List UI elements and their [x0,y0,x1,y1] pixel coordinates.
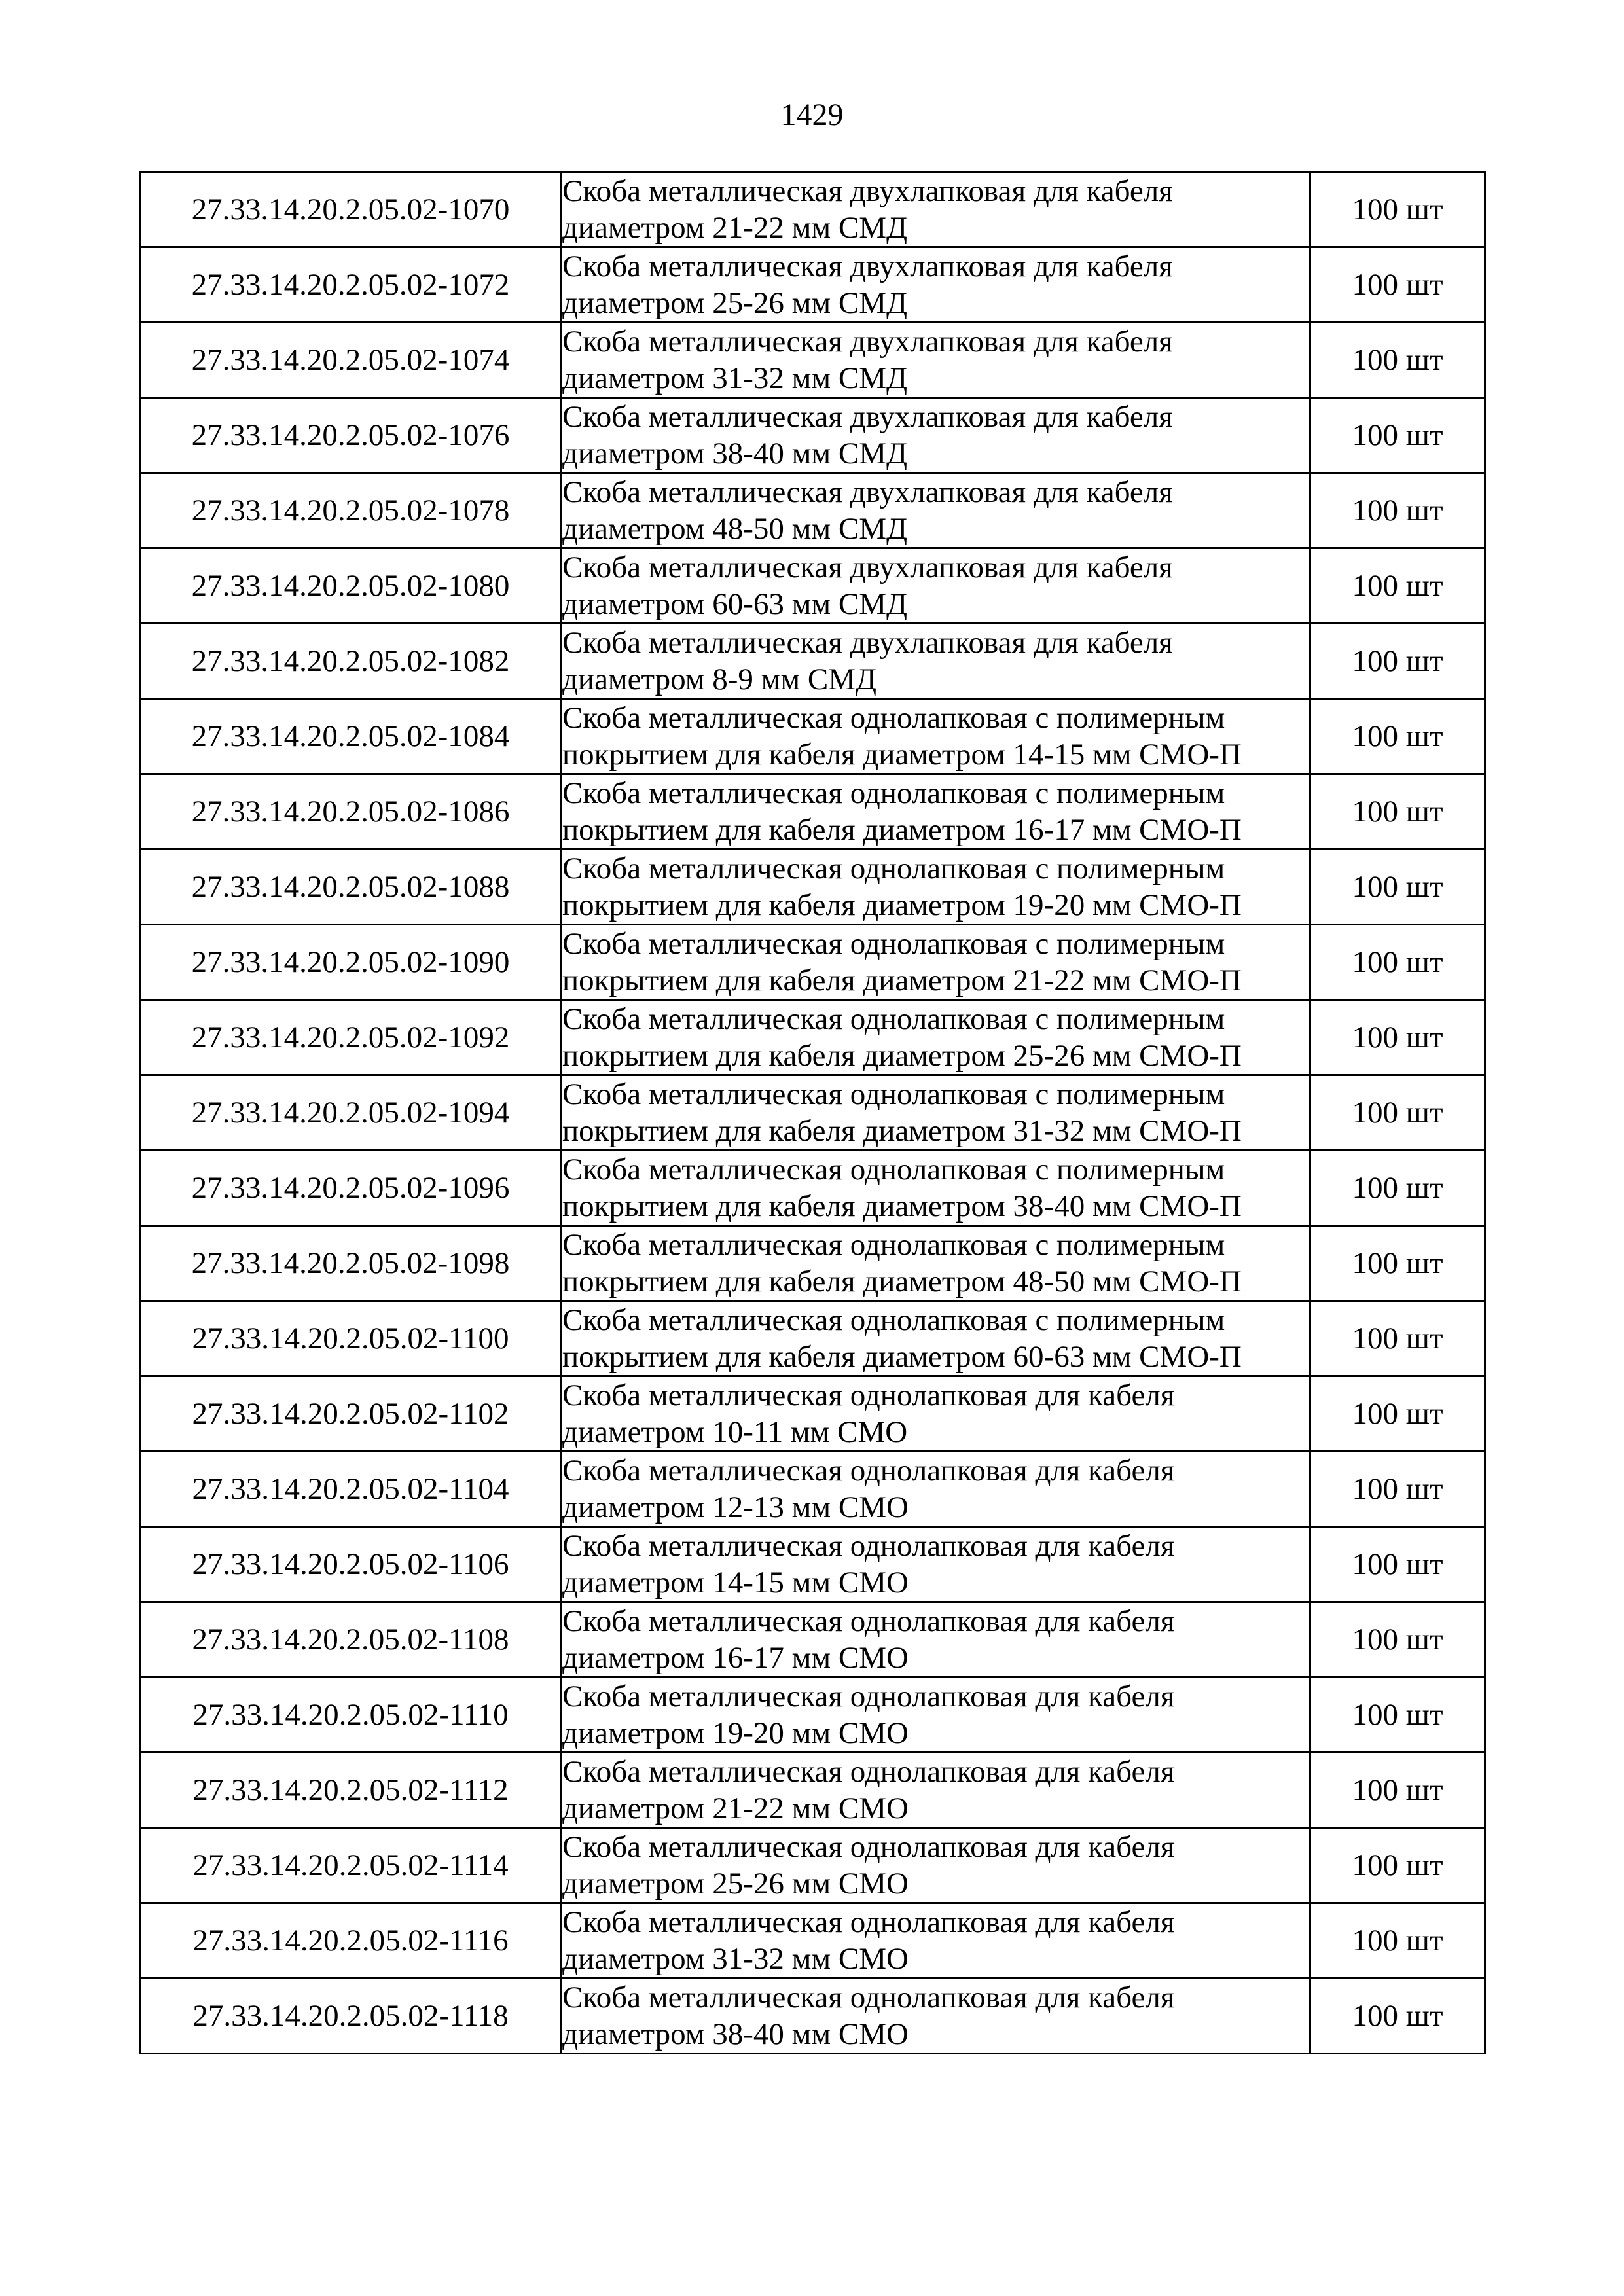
item-name-line-2: диаметром 38-40 мм СМО [562,2017,909,2051]
item-name-line-1: Скоба металлическая двухлапковая для кабеля [562,174,1173,208]
item-code: 27.33.14.20.2.05.02-1118 [140,1979,562,2054]
item-code: 27.33.14.20.2.05.02-1114 [140,1828,562,1903]
table-row [140,1452,1485,1527]
item-code: 27.33.14.20.2.05.02-1112 [140,1753,562,1828]
item-name-line-1: Скоба металлическая двухлапковая для кабеля [562,400,1173,434]
item-name-line-2: диаметром 21-22 мм СМО [562,1791,909,1825]
item-name [562,1301,1310,1376]
item-name-line-2: покрытием для кабеля диаметром 60-63 мм СМО-П [562,1340,1242,1374]
item-code: 27.33.14.20.2.05.02-1080 [140,548,562,624]
item-unit: 100 шт [1310,473,1485,548]
item-code: 27.33.14.20.2.05.02-1110 [140,1677,562,1753]
item-name-line-2: диаметром 25-26 мм СМД [562,286,908,320]
item-name [562,1151,1310,1226]
item-name-line-1: Скоба металлическая однолапковая с полимерным [562,1002,1225,1036]
item-name [562,774,1310,850]
item-code: 27.33.14.20.2.05.02-1092 [140,1000,562,1075]
item-name [562,699,1310,774]
item-unit: 100 шт [1310,1075,1485,1151]
table-row [140,925,1485,1000]
items-table-body [140,172,1485,2054]
item-name-line-2: покрытием для кабеля диаметром 31-32 мм СМО-П [562,1114,1242,1148]
item-name-line-1: Скоба металлическая двухлапковая для кабеля [562,626,1173,660]
item-code: 27.33.14.20.2.05.02-1116 [140,1903,562,1979]
item-code: 27.33.14.20.2.05.02-1100 [140,1301,562,1376]
item-unit: 100 шт [1310,624,1485,699]
item-name-line-1: Скоба металлическая однолапковая с полимерным [562,1228,1225,1262]
item-name-line-1: Скоба металлическая двухлапковая для кабеля [562,325,1173,359]
item-code: 27.33.14.20.2.05.02-1104 [140,1452,562,1527]
table-row [140,1376,1485,1452]
item-unit: 100 шт [1310,1979,1485,2054]
item-name [562,548,1310,624]
table-row [140,473,1485,548]
item-name-line-2: покрытием для кабеля диаметром 25-26 мм СМО-П [562,1039,1242,1073]
item-name-line-2: покрытием для кабеля диаметром 14-15 мм СМО-П [562,738,1242,772]
table-row [140,1000,1485,1075]
table-row [140,1677,1485,1753]
item-code: 27.33.14.20.2.05.02-1082 [140,624,562,699]
item-name-line-1: Скоба металлическая однолапковая с полимерным [562,1153,1225,1187]
item-name-line-2: покрытием для кабеля диаметром 21-22 мм СМО-П [562,963,1242,997]
item-unit: 100 шт [1310,1903,1485,1979]
table-row [140,1903,1485,1979]
item-name-line-2: диаметром 38-40 мм СМД [562,437,908,471]
item-unit: 100 шт [1310,850,1485,925]
item-unit: 100 шт [1310,925,1485,1000]
item-code: 27.33.14.20.2.05.02-1086 [140,774,562,850]
item-code: 27.33.14.20.2.05.02-1102 [140,1376,562,1452]
item-name [562,1452,1310,1527]
item-name [562,1903,1310,1979]
item-code: 27.33.14.20.2.05.02-1088 [140,850,562,925]
item-unit: 100 шт [1310,1452,1485,1527]
item-unit: 100 шт [1310,1000,1485,1075]
item-name-line-2: диаметром 16-17 мм СМО [562,1641,909,1675]
item-name [562,1828,1310,1903]
item-code: 27.33.14.20.2.05.02-1108 [140,1602,562,1677]
table-row [140,1151,1485,1226]
item-name [562,1602,1310,1677]
item-code: 27.33.14.20.2.05.02-1094 [140,1075,562,1151]
items-table [139,171,1486,2054]
item-name [562,1527,1310,1602]
item-name [562,172,1310,247]
item-code: 27.33.14.20.2.05.02-1072 [140,247,562,323]
item-name [562,1226,1310,1301]
item-name [562,624,1310,699]
item-name-line-2: покрытием для кабеля диаметром 16-17 мм СМО-П [562,813,1242,847]
item-unit: 100 шт [1310,1753,1485,1828]
table-row [140,247,1485,323]
item-name-line-2: диаметром 8-9 мм СМД [562,662,877,696]
table-row [140,774,1485,850]
item-name-line-1: Скоба металлическая двухлапковая для кабеля [562,249,1173,283]
item-name-line-2: диаметром 31-32 мм СМД [562,361,908,395]
item-unit: 100 шт [1310,1151,1485,1226]
item-name [562,1000,1310,1075]
item-name-line-2: диаметром 10-11 мм СМО [562,1415,908,1449]
item-name-line-2: диаметром 25-26 мм СМО [562,1867,909,1901]
item-unit: 100 шт [1310,1677,1485,1753]
table-row [140,1075,1485,1151]
table-row [140,1527,1485,1602]
item-code: 27.33.14.20.2.05.02-1070 [140,172,562,247]
item-code: 27.33.14.20.2.05.02-1090 [140,925,562,1000]
item-name-line-1: Скоба металлическая однолапковая для кабеля [562,1905,1175,1939]
item-name-line-1: Скоба металлическая однолапковая для кабеля [562,1604,1175,1638]
item-unit: 100 шт [1310,1301,1485,1376]
table-row [140,624,1485,699]
item-name [562,1979,1310,2054]
item-code: 27.33.14.20.2.05.02-1098 [140,1226,562,1301]
item-name-line-1: Скоба металлическая однолапковая для кабеля [562,1981,1175,2015]
table-row [140,850,1485,925]
page-number: 1429 [780,98,844,132]
item-unit: 100 шт [1310,1828,1485,1903]
item-name [562,247,1310,323]
item-name-line-2: диаметром 14-15 мм СМО [562,1566,909,1600]
item-code: 27.33.14.20.2.05.02-1106 [140,1527,562,1602]
item-name-line-1: Скоба металлическая однолапковая для кабеля [562,1755,1175,1789]
item-code: 27.33.14.20.2.05.02-1076 [140,398,562,473]
item-name-line-1: Скоба металлическая однолапковая для кабеля [562,1830,1175,1864]
item-name-line-1: Скоба металлическая однолапковая с полимерным [562,1077,1225,1111]
item-unit: 100 шт [1310,1376,1485,1452]
item-name-line-1: Скоба металлическая однолапковая для кабеля [562,1679,1175,1713]
item-name-line-2: диаметром 48-50 мм СМД [562,512,908,546]
item-code: 27.33.14.20.2.05.02-1096 [140,1151,562,1226]
item-name-line-1: Скоба металлическая однолапковая с полимерным [562,776,1225,810]
item-code: 27.33.14.20.2.05.02-1084 [140,699,562,774]
table-row [140,323,1485,398]
item-name-line-1: Скоба металлическая однолапковая с полимерным [562,701,1225,735]
item-name-line-2: покрытием для кабеля диаметром 48-50 мм СМО-П [562,1265,1242,1299]
item-name-line-2: диаметром 12-13 мм СМО [562,1490,909,1524]
item-unit: 100 шт [1310,1226,1485,1301]
item-name-line-2: покрытием для кабеля диаметром 19-20 мм СМО-П [562,888,1242,922]
item-name-line-1: Скоба металлическая однолапковая для кабеля [562,1529,1175,1563]
item-name [562,1753,1310,1828]
table-row [140,1602,1485,1677]
item-name-line-1: Скоба металлическая однолапковая для кабеля [562,1378,1175,1412]
item-code: 27.33.14.20.2.05.02-1074 [140,323,562,398]
item-name-line-2: диаметром 21-22 мм СМД [562,211,908,245]
item-unit: 100 шт [1310,1527,1485,1602]
item-name [562,925,1310,1000]
item-name [562,398,1310,473]
item-name [562,1075,1310,1151]
table-row [140,172,1485,247]
table-row [140,1753,1485,1828]
table-row [140,1301,1485,1376]
item-name [562,323,1310,398]
item-name-line-1: Скоба металлическая однолапковая с полимерным [562,1303,1225,1337]
item-name-line-2: диаметром 31-32 мм СМО [562,1942,909,1976]
item-unit: 100 шт [1310,247,1485,323]
item-name [562,473,1310,548]
item-name [562,1677,1310,1753]
item-code: 27.33.14.20.2.05.02-1078 [140,473,562,548]
item-unit: 100 шт [1310,323,1485,398]
item-unit: 100 шт [1310,548,1485,624]
item-unit: 100 шт [1310,172,1485,247]
item-name-line-1: Скоба металлическая однолапковая с полимерным [562,852,1225,886]
item-unit: 100 шт [1310,398,1485,473]
item-name-line-1: Скоба металлическая однолапковая с полимерным [562,927,1225,961]
item-unit: 100 шт [1310,699,1485,774]
item-name-line-1: Скоба металлическая однолапковая для кабеля [562,1454,1175,1488]
item-name-line-2: диаметром 19-20 мм СМО [562,1716,909,1750]
table-row [140,1226,1485,1301]
item-unit: 100 шт [1310,774,1485,850]
item-name-line-1: Скоба металлическая двухлапковая для кабеля [562,550,1173,584]
item-name-line-2: диаметром 60-63 мм СМД [562,587,908,621]
item-unit: 100 шт [1310,1602,1485,1677]
table-row [140,548,1485,624]
item-name [562,1376,1310,1452]
item-name-line-1: Скоба металлическая двухлапковая для кабеля [562,475,1173,509]
table-row [140,1979,1485,2054]
item-name [562,850,1310,925]
item-name-line-2: покрытием для кабеля диаметром 38-40 мм СМО-П [562,1189,1242,1223]
table-row [140,398,1485,473]
table-row [140,1828,1485,1903]
table-row [140,699,1485,774]
